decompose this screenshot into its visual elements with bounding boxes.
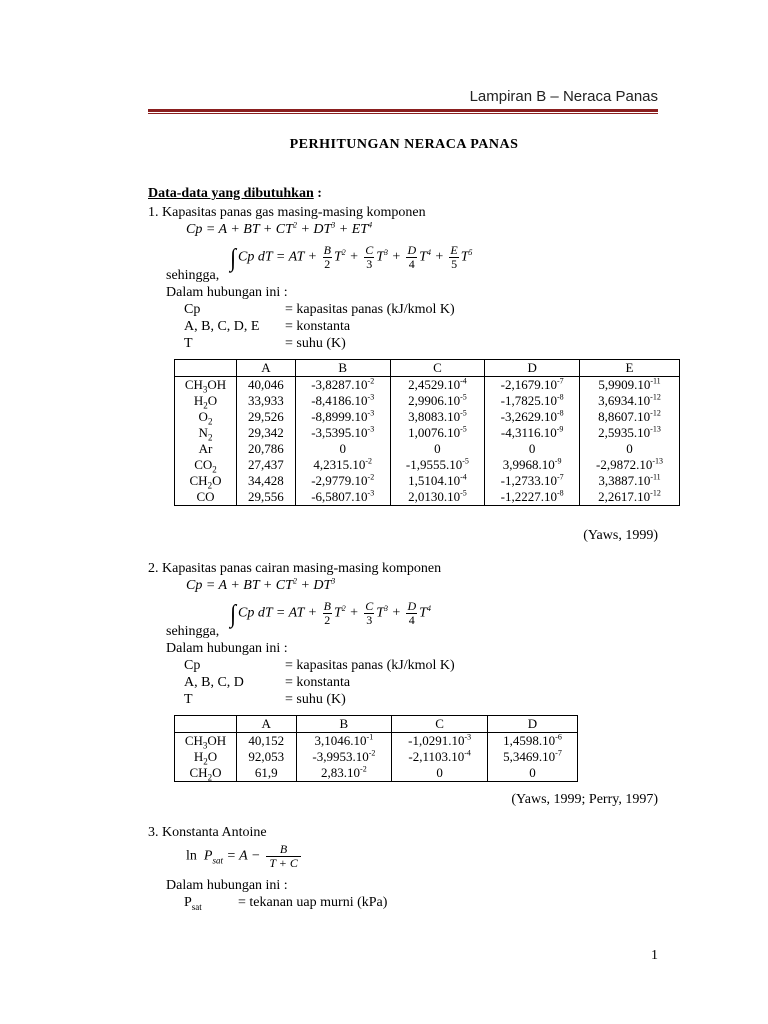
table-cell: $5,9909.10^{-11}$: [580, 377, 680, 394]
component-name-cell: Ar: [175, 441, 237, 457]
table-cell: $-2,9872.10^{-13}$: [580, 457, 680, 473]
item1-def-desc: = suhu (K): [285, 336, 346, 351]
component-name-cell: $H_2O$: [175, 393, 237, 409]
liquid-heat-capacity-table: [174, 715, 578, 782]
table-row: [175, 733, 578, 750]
table-header-cell: A: [237, 716, 297, 733]
section-heading: [148, 186, 322, 202]
table-cell: $2,4529.10^{-4}$: [390, 377, 485, 394]
table-row: [175, 441, 680, 457]
item2-def-sym: T: [184, 692, 193, 707]
item1-source: (Yaws, 1999): [583, 528, 658, 543]
item3-def-sym: $P_{sat}$: [184, 895, 202, 912]
table-row: [175, 409, 680, 425]
table-cell: $8,8607.10^{-12}$: [580, 409, 680, 425]
table-header-cell: D: [485, 360, 580, 377]
table-cell: 0: [488, 765, 578, 782]
table-cell: 20,786: [237, 441, 296, 457]
table-cell: $-8,8999.10^{-3}$: [295, 409, 390, 425]
component-name-cell: $CH_3OH$: [175, 377, 237, 394]
table-row: [175, 393, 680, 409]
page-title: PERHITUNGAN NERACA PANAS: [289, 137, 519, 152]
table-cell: 0: [580, 441, 680, 457]
table-header-cell: E: [580, 360, 680, 377]
table-header-cell: [175, 360, 237, 377]
table-cell: $2,9906.10^{-5}$: [390, 393, 485, 409]
item2-def-sym: A, B, C, D: [184, 675, 244, 690]
gas-table-body: [175, 377, 680, 506]
table-cell: $3,3887.10^{-11}$: [580, 473, 680, 489]
item1-def-desc: = konstanta: [285, 319, 351, 334]
item2-def-desc: = kapasitas panas (kJ/kmol K): [285, 658, 455, 673]
table-cell: $5,3469.10^{-7}$: [488, 749, 578, 765]
table-cell: $-6,5807.10^{-3}$: [295, 489, 390, 506]
item2-sehingga: sehingga,: [166, 624, 220, 639]
table-cell: $2,2617.10^{-12}$: [580, 489, 680, 506]
liquid-table-body: [175, 733, 578, 782]
page-number: 1: [651, 948, 658, 963]
table-cell: 40,152: [237, 733, 297, 750]
table-cell: 0: [485, 441, 580, 457]
table-cell: $-8,4186.10^{-3}$: [295, 393, 390, 409]
table-cell: $-1,7825.10^{-8}$: [485, 393, 580, 409]
item1-sehingga: sehingga,: [166, 268, 220, 283]
table-cell: 40,046: [237, 377, 296, 394]
item1-def-sym: Cp: [184, 302, 201, 317]
antoine-formula: $\ln P_{sat} = A$ − $\frac{B}{T + C}$: [186, 843, 303, 870]
table-cell: 33,933: [237, 393, 296, 409]
table-cell: $-3,2629.10^{-8}$: [485, 409, 580, 425]
table-cell: $3,8083.10^{-5}$: [390, 409, 485, 425]
table-cell: 27,437: [237, 457, 296, 473]
table-cell: $1,4598.10^{-6}$: [488, 733, 578, 750]
table-header-row: [175, 360, 680, 377]
table-row: [175, 489, 680, 506]
table-row: [175, 473, 680, 489]
item1-def-desc: = kapasitas panas (kJ/kmol K): [285, 302, 455, 317]
table-header-cell: C: [392, 716, 488, 733]
table-cell: $2,5935.10^{-13}$: [580, 425, 680, 441]
component-name-cell: $O_2$: [175, 409, 237, 425]
item2-dalam: Dalam hubungan ini :: [166, 641, 288, 656]
table-cell: $1,5104.10^{-4}$: [390, 473, 485, 489]
table-header-cell: C: [390, 360, 485, 377]
item1-dalam: Dalam hubungan ini :: [166, 285, 288, 300]
item1-cp-formula: Cp = A + BT + $CT^2 + DT^3 + ET^4$: [186, 220, 373, 237]
table-row: [175, 749, 578, 765]
item1-integral-formula: ∫ Cp dT = AT + $\frac{B}{2}$ $T^2$ + $\frac{C}{3}$ $T^3$ + $\frac{D}{4}$ $T^4$ + $\frac{E}{5}$ $T^5$: [230, 242, 473, 272]
component-name-cell: $CO_2$: [175, 457, 237, 473]
table-cell: $-3,9953.10^{-2}$: [296, 749, 392, 765]
item1-def-sym: A, B, C, D, E: [184, 319, 260, 334]
table-cell: $-1,2733.10^{-7}$: [485, 473, 580, 489]
header-rule-thin: [148, 113, 658, 114]
table-cell: $2,0130.10^{-5}$: [390, 489, 485, 506]
table-row: [175, 765, 578, 782]
component-name-cell: $CH_3OH$: [175, 733, 237, 750]
item2-cp-formula: Cp = A + BT + $CT^2 + DT^3$: [186, 576, 336, 593]
table-cell: 29,342: [237, 425, 296, 441]
table-row: [175, 425, 680, 441]
table-cell: $3,6934.10^{-12}$: [580, 393, 680, 409]
table-cell: 0: [390, 441, 485, 457]
component-name-cell: $N_2$: [175, 425, 237, 441]
item2-title: 2. Kapasitas panas cairan masing-masing komponen: [148, 561, 442, 576]
component-name-cell: $CH_2O$: [175, 473, 237, 489]
item2-def-desc: = suhu (K): [285, 692, 346, 707]
gas-heat-capacity-table: [174, 359, 680, 506]
table-header-cell: B: [296, 716, 392, 733]
item1-def-sym: T: [184, 336, 193, 351]
table-cell: 0: [392, 765, 488, 782]
item2-def-desc: = konstanta: [285, 675, 351, 690]
table-cell: $-2,1103.10^{-4}$: [392, 749, 488, 765]
table-row: [175, 457, 680, 473]
table-cell: $-3,8287.10^{-2}$: [295, 377, 390, 394]
running-header: Lampiran B – Neraca Panas: [469, 88, 658, 105]
section-heading-text: Data-data yang dibutuhkan: [148, 186, 314, 201]
table-header-cell: B: [295, 360, 390, 377]
table-cell: $3,1046.10^{-1}$: [296, 733, 392, 750]
table-cell: $-1,0291.10^{-3}$: [392, 733, 488, 750]
table-header-row: [175, 716, 578, 733]
table-cell: 29,556: [237, 489, 296, 506]
component-name-cell: CO: [175, 489, 237, 506]
table-cell: $-3,5395.10^{-3}$: [295, 425, 390, 441]
table-cell: $2,83.10^{-2}$: [296, 765, 392, 782]
table-header-cell: A: [237, 360, 296, 377]
table-cell: 29,526: [237, 409, 296, 425]
table-cell: $-2,1679.10^{-7}$: [485, 377, 580, 394]
header-rule: [148, 109, 658, 112]
table-cell: 92,053: [237, 749, 297, 765]
item3-def-desc: = tekanan uap murni (kPa): [238, 895, 388, 910]
table-cell: $-2,9779.10^{-2}$: [295, 473, 390, 489]
table-cell: $4,2315.10^{-2}$: [295, 457, 390, 473]
table-cell: $-1,9555.10^{-5}$: [390, 457, 485, 473]
component-name-cell: $CH_2O$: [175, 765, 237, 782]
table-cell: $-4,3116.10^{-9}$: [485, 425, 580, 441]
table-cell: 0: [295, 441, 390, 457]
section-heading-suffix: :: [313, 186, 322, 201]
table-cell: $3,9968.10^{-9}$: [485, 457, 580, 473]
item2-source: (Yaws, 1999; Perry, 1997): [511, 792, 658, 807]
item1-title: 1. Kapasitas panas gas masing-masing komponen: [148, 205, 426, 220]
table-header-cell: [175, 716, 237, 733]
table-cell: 61,9: [237, 765, 297, 782]
component-name-cell: $H_2O$: [175, 749, 237, 765]
item2-integral-formula: ∫ Cp dT = AT + $\frac{B}{2}$ $T^2$ + $\frac{C}{3}$ $T^3$ + $\frac{D}{4}$ $T^4$: [230, 598, 431, 628]
item3-dalam: Dalam hubungan ini :: [166, 878, 288, 893]
table-row: [175, 377, 680, 394]
table-header-cell: D: [488, 716, 578, 733]
item2-def-sym: Cp: [184, 658, 201, 673]
table-cell: $1,0076.10^{-5}$: [390, 425, 485, 441]
item3-title: 3. Konstanta Antoine: [148, 825, 267, 840]
table-cell: 34,428: [237, 473, 296, 489]
table-cell: $-1,2227.10^{-8}$: [485, 489, 580, 506]
